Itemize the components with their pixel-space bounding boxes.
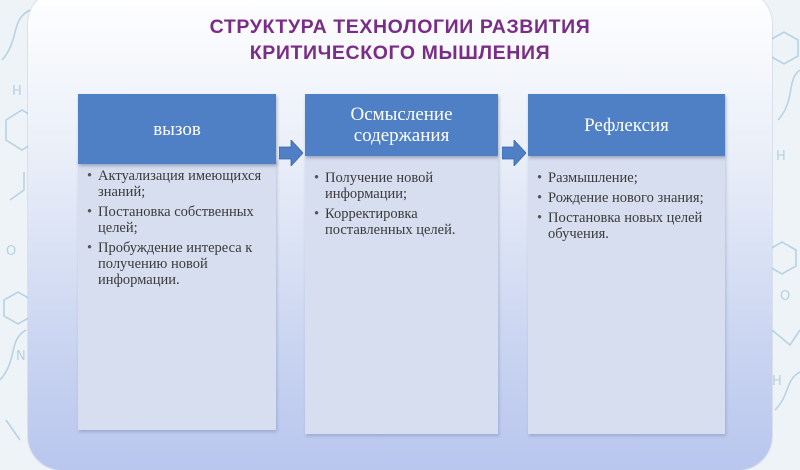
svg-text:N: N bbox=[16, 349, 26, 364]
list-item: • Размышление; bbox=[548, 170, 715, 186]
stage-comprehension-heading: Осмысление содержания bbox=[305, 94, 498, 156]
stage-challenge-list bbox=[78, 158, 276, 288]
svg-text:H: H bbox=[12, 84, 22, 99]
list-item: • Актуализация имеющихся знаний; bbox=[98, 168, 266, 200]
list-item: • Получение новой информации; bbox=[325, 170, 488, 202]
list-item: • Постановка собственных целей; bbox=[98, 204, 266, 236]
arrow-right-icon bbox=[279, 140, 303, 166]
slide-title bbox=[28, 14, 772, 66]
stage-reflection-body bbox=[528, 156, 725, 434]
stage-comprehension-body bbox=[305, 156, 498, 434]
svg-text:O: O bbox=[780, 289, 791, 304]
stage-challenge-heading: вызов bbox=[78, 94, 276, 164]
stage-challenge-body bbox=[78, 158, 276, 430]
stage-reflection-heading: Рефлексия bbox=[528, 94, 725, 156]
list-item: • Пробуждение интереса к получению новой информации. bbox=[98, 240, 266, 288]
list-item: • Рождение нового знания; bbox=[548, 190, 715, 206]
list-item: • Постановка новых целей обучения. bbox=[548, 210, 715, 242]
arrow-right-icon bbox=[502, 140, 526, 166]
stage-comprehension-list bbox=[305, 156, 498, 238]
title-line-1: СТРУКТУРА ТЕХНОЛОГИИ РАЗВИТИЯ bbox=[209, 16, 591, 38]
svg-text:O: O bbox=[6, 244, 17, 259]
title-line-2: КРИТИЧЕСКОГО МЫШЛЕНИЯ bbox=[249, 42, 551, 64]
list-item: • Корректировка поставленных целей. bbox=[325, 206, 488, 238]
svg-text:H: H bbox=[776, 149, 786, 164]
stage-reflection-list bbox=[528, 156, 725, 242]
svg-text:H: H bbox=[772, 374, 782, 389]
